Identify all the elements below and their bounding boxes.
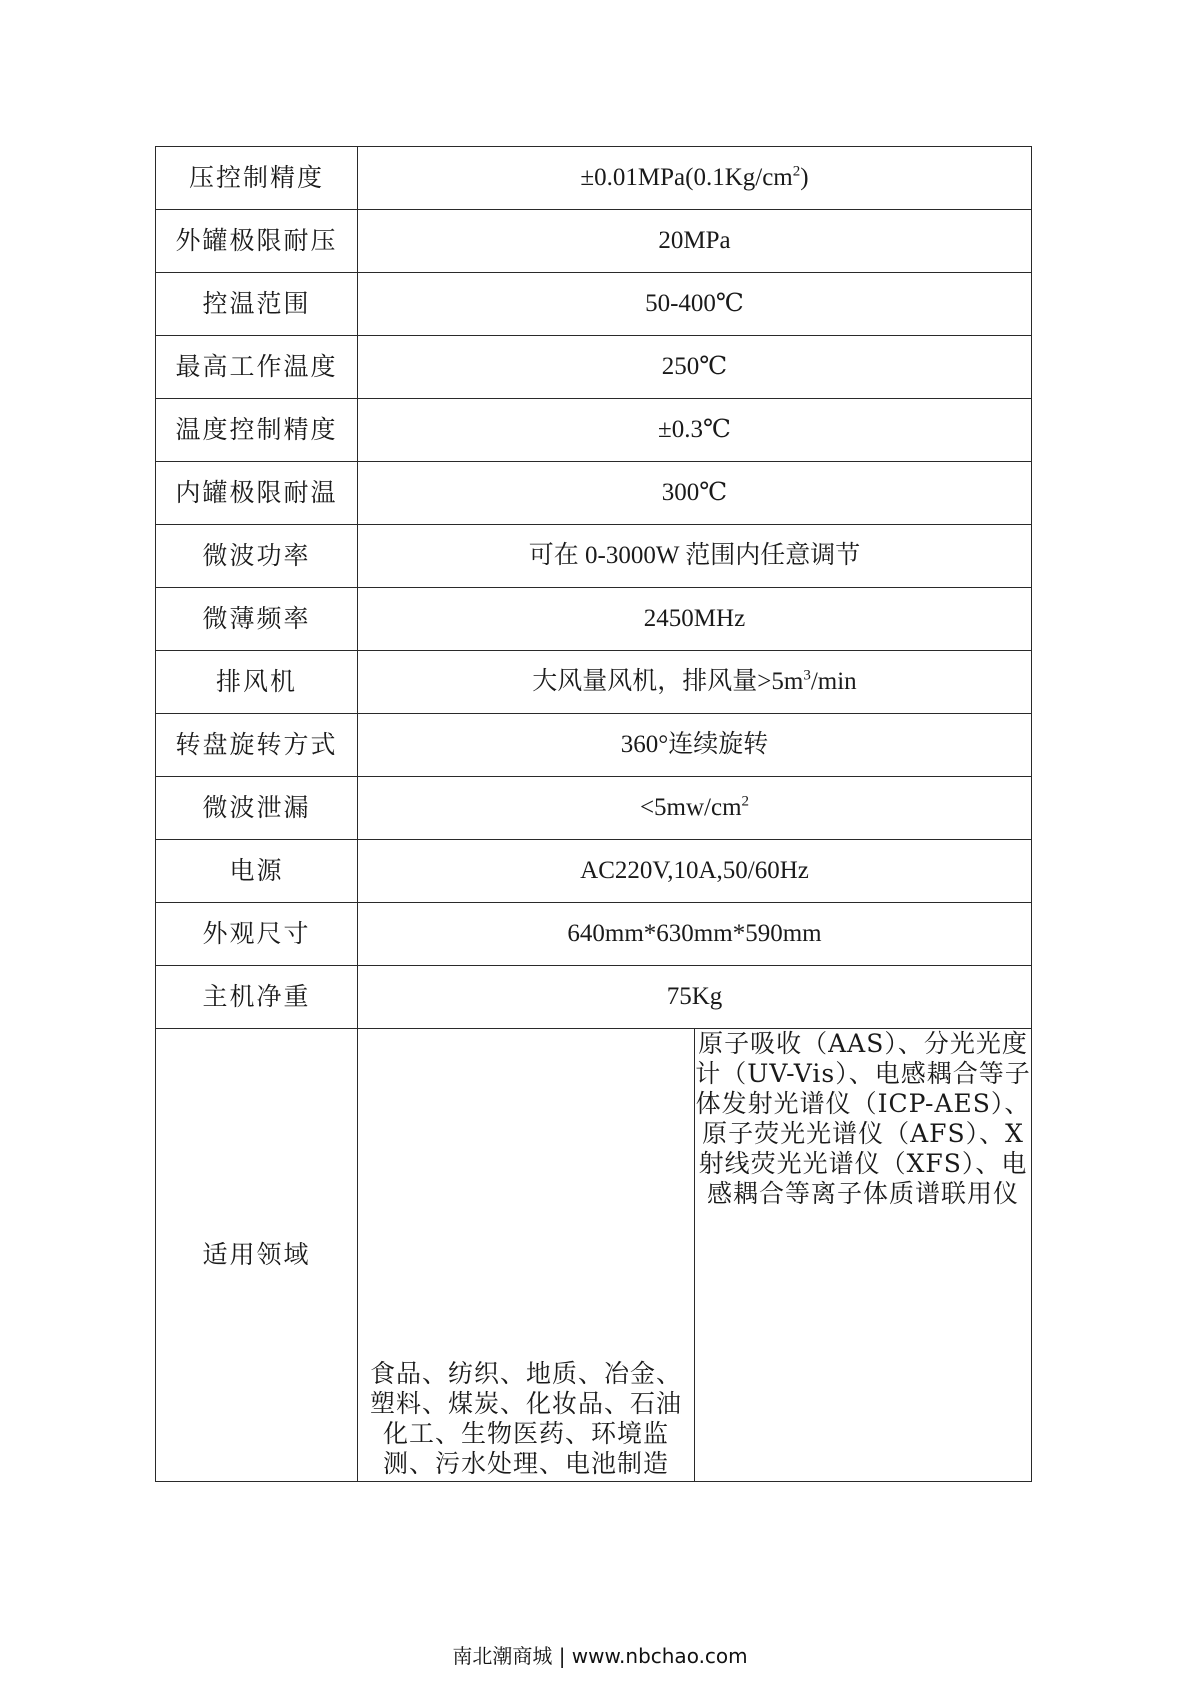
row-value: $\pm 0.01MPa(0.1Kg/cm^2)$	[358, 147, 1032, 210]
row-value: ±0.3℃	[358, 399, 1032, 462]
row-label: 压控制精度	[156, 147, 358, 210]
row-label: 电源	[156, 840, 358, 903]
table-row	[156, 777, 1032, 840]
table-row	[156, 966, 1032, 1029]
row-label: 转盘旋转方式	[156, 714, 358, 777]
row-value: 大风量风机，排风量$>5m^3/\min$	[358, 651, 1032, 714]
row-value: 50-400℃	[358, 273, 1032, 336]
table-row	[156, 588, 1032, 651]
table-row	[156, 651, 1032, 714]
application-industries: 食品、纺织、地质、冶金、塑料、煤炭、化妆品、石油化工、生物医药、环境监测、污水处理、电池制造	[358, 1029, 695, 1482]
row-label: 控温范围	[156, 273, 358, 336]
row-value: 640mm*630mm*590mm	[358, 903, 1032, 966]
spec-table	[155, 146, 1032, 1482]
row-label: 外观尺寸	[156, 903, 358, 966]
row-value: 75Kg	[358, 966, 1032, 1029]
row-value: 360°连续旋转	[358, 714, 1032, 777]
page-footer: 南北潮商城 | www.nbchao.com	[452, 1644, 748, 1668]
table-row	[156, 336, 1032, 399]
table-row	[156, 210, 1032, 273]
row-value: 20MPa	[358, 210, 1032, 273]
table-row	[156, 462, 1032, 525]
row-label: 微波功率	[156, 525, 358, 588]
row-value: 可在 0-3000W 范围内任意调节	[358, 525, 1032, 588]
table-row	[156, 147, 1032, 210]
row-label: 微波泄漏	[156, 777, 358, 840]
table-row	[156, 903, 1032, 966]
row-value: 300℃	[358, 462, 1032, 525]
row-value: 250℃	[358, 336, 1032, 399]
row-label: 温度控制精度	[156, 399, 358, 462]
row-label: 外罐极限耐压	[156, 210, 358, 273]
table-row	[156, 273, 1032, 336]
row-value: 2450MHz	[358, 588, 1032, 651]
row-label: 微薄频率	[156, 588, 358, 651]
row-label: 排风机	[156, 651, 358, 714]
table-row-application	[156, 1029, 1032, 1482]
table-row	[156, 840, 1032, 903]
table-row	[156, 714, 1032, 777]
row-value: $<5mw/cm^2$	[358, 777, 1032, 840]
row-label: 主机净重	[156, 966, 358, 1029]
table-row	[156, 399, 1032, 462]
row-value: AC220V,10A,50/60Hz	[358, 840, 1032, 903]
row-label: 内罐极限耐温	[156, 462, 358, 525]
application-instruments: 原子吸收（AAS）、分光光度计（UV-Vis）、电感耦合等子体发射光谱仪（ICP-AES）、原子荧光光谱仪（AFS）、X 射线荧光光谱仪（XFS）、电感耦合等离子体质谱联用仪	[695, 1029, 1032, 1482]
application-label: 适用领域	[156, 1029, 358, 1482]
row-label: 最高工作温度	[156, 336, 358, 399]
table-row	[156, 525, 1032, 588]
